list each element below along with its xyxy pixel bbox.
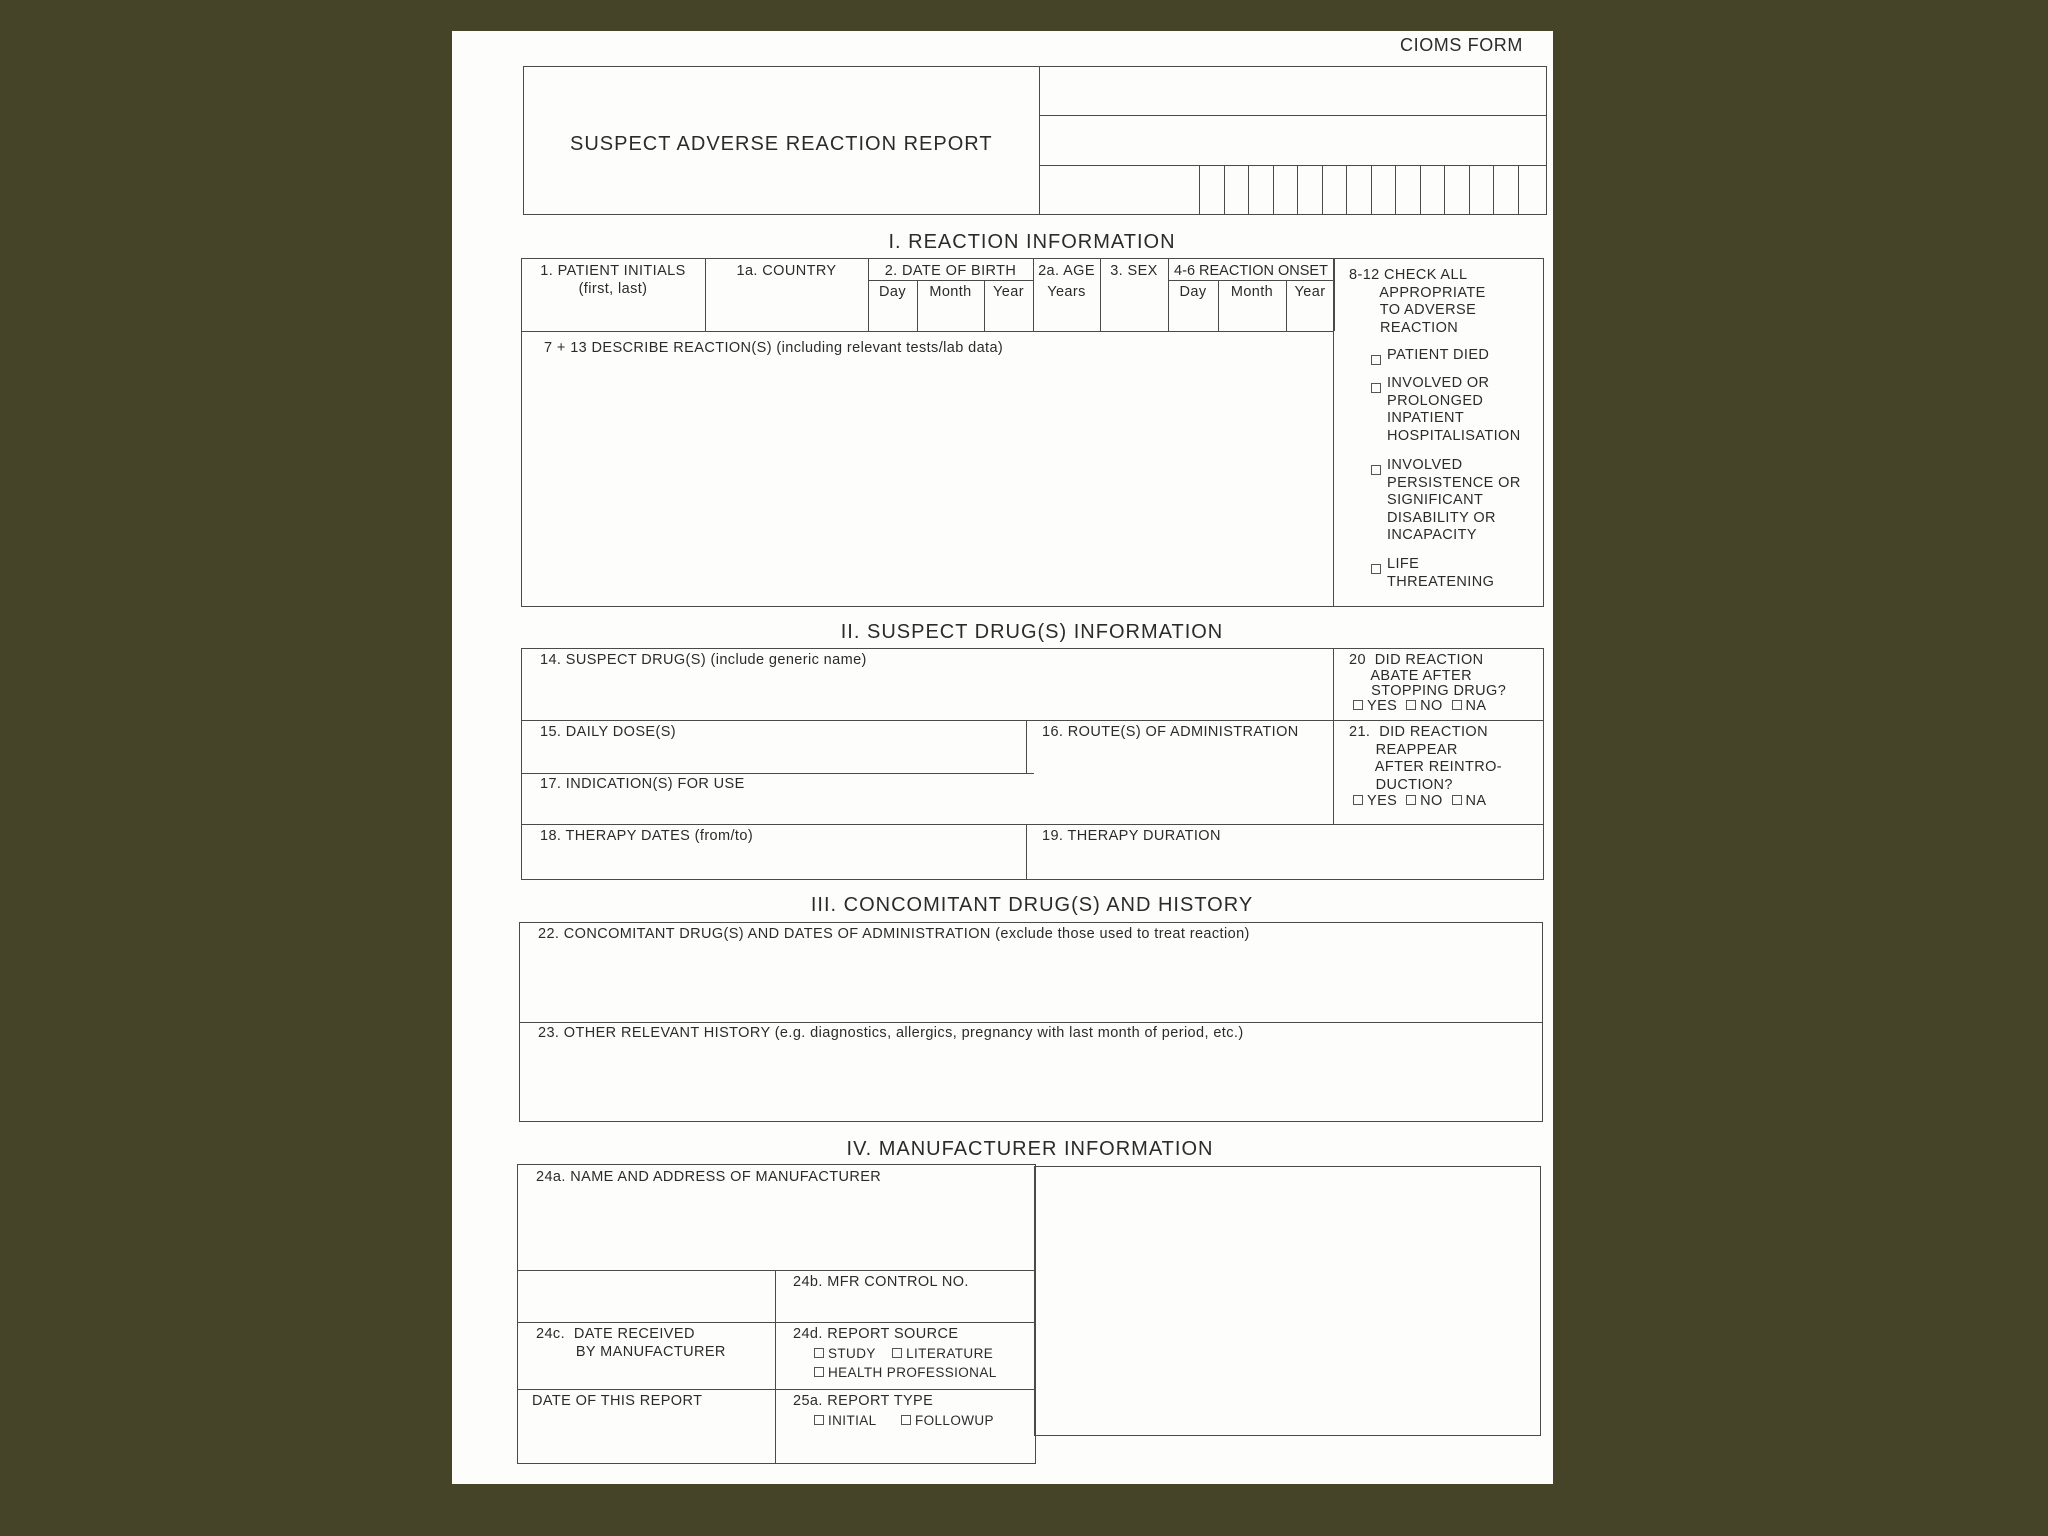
- report-source-label: 24d. REPORT SOURCE: [793, 1326, 959, 1342]
- describe-reaction-label: 7 + 13 DESCRIBE REACTION(S) (including relevant tests/lab data): [544, 340, 1004, 356]
- hospitalisation-checkbox[interactable]: [1371, 383, 1381, 393]
- abate-no-label: NO: [1420, 698, 1443, 714]
- disability-label: INVOLVED PERSISTENCE OR SIGNIFICANT DISABILITY OR INCAPACITY: [1387, 457, 1521, 543]
- onset-day-label: Day: [1179, 284, 1207, 300]
- reappear-no-label: NO: [1420, 793, 1443, 809]
- reappear-na-label: NA: [1465, 793, 1487, 809]
- age-label: 2a. AGE: [1038, 263, 1095, 279]
- report-type-label: 25a. REPORT TYPE: [793, 1393, 934, 1409]
- reappear-yes-label: YES: [1367, 793, 1398, 809]
- form-label: CIOMS FORM: [1400, 35, 1523, 55]
- health-professional-checkbox[interactable]: [814, 1367, 824, 1377]
- date-of-report-label: DATE OF THIS REPORT: [532, 1393, 703, 1409]
- health-professional-label: HEALTH PROFESSIONAL: [828, 1365, 997, 1380]
- patient-died-label: PATIENT DIED: [1387, 347, 1490, 363]
- concomitant-drugs-label: 22. CONCOMITANT DRUG(S) AND DATES OF ADMINISTRATION (exclude those used to treat reaction): [538, 926, 1250, 942]
- grid-cell-divider: [1297, 165, 1298, 215]
- abate-na-checkbox[interactable]: [1452, 700, 1462, 710]
- report-type-options: [814, 1412, 994, 1430]
- grid-cell-divider: [1248, 165, 1249, 215]
- therapy-dates-label: 18. THERAPY DATES (from/to): [540, 828, 754, 844]
- reappear-no-checkbox[interactable]: [1406, 795, 1416, 805]
- grid-cell-divider: [1199, 165, 1200, 215]
- life-threatening-checkbox[interactable]: [1371, 564, 1381, 574]
- initial-checkbox[interactable]: [814, 1415, 824, 1425]
- section-reaction-heading: I. REACTION INFORMATION: [888, 231, 1176, 253]
- onset-month-label: Month: [1230, 284, 1274, 300]
- sex-label: 3. SEX: [1110, 263, 1158, 279]
- study-label: STUDY: [828, 1346, 876, 1361]
- form-page: [452, 31, 1553, 1484]
- abate-yes-label: YES: [1367, 698, 1398, 714]
- literature-label: LITERATURE: [906, 1346, 994, 1361]
- grid-cell-divider: [1420, 165, 1421, 215]
- date-of-birth-label: 2. DATE OF BIRTH: [884, 263, 1017, 279]
- hospitalisation-label: INVOLVED OR PROLONGED INPATIENT HOSPITALISATION: [1387, 375, 1521, 444]
- patient-initials-label: 1. PATIENT INITIALS (first, last): [540, 263, 686, 297]
- onset-year-label: Year: [1294, 284, 1326, 300]
- daily-dose-label: 15. DAILY DOSE(S): [540, 724, 677, 740]
- section-suspect-drug-heading: II. SUSPECT DRUG(S) INFORMATION: [840, 621, 1224, 643]
- therapy-duration-label: 19. THERAPY DURATION: [1042, 828, 1221, 844]
- initial-label: INITIAL: [828, 1413, 877, 1428]
- grid-cell-divider: [1273, 165, 1274, 215]
- manufacturer-right-box: [1034, 1166, 1541, 1436]
- abate-yes-checkbox[interactable]: [1353, 700, 1363, 710]
- grid-cell-divider: [1493, 165, 1494, 215]
- reaction-onset-label: 4-6 REACTION ONSET: [1174, 263, 1328, 279]
- study-checkbox[interactable]: [814, 1348, 824, 1358]
- abate-label: 20 DID REACTION ABATE AFTER STOPPING DRUG?: [1349, 652, 1507, 699]
- route-label: 16. ROUTE(S) OF ADMINISTRATION: [1042, 724, 1299, 740]
- abate-no-checkbox[interactable]: [1406, 700, 1416, 710]
- dob-month-label: Month: [929, 284, 972, 300]
- control-no-label: 24b. MFR CONTROL NO.: [793, 1274, 969, 1290]
- grid-cell-divider: [1395, 165, 1396, 215]
- disability-checkbox[interactable]: [1371, 465, 1381, 475]
- date-received-label: 24c. DATE RECEIVED BY MANUFACTURER: [536, 1326, 726, 1360]
- report-title: SUSPECT ADVERSE REACTION REPORT: [570, 133, 993, 155]
- indication-label: 17. INDICATION(S) FOR USE: [540, 776, 745, 792]
- country-label: 1a. COUNTRY: [736, 263, 837, 279]
- reappear-na-checkbox[interactable]: [1452, 795, 1462, 805]
- dob-year-label: Year: [993, 284, 1024, 300]
- abate-na-label: NA: [1465, 698, 1487, 714]
- grid-cell-divider: [1224, 165, 1225, 215]
- grid-cell-divider: [1346, 165, 1347, 215]
- section-manufacturer-heading: IV. MANUFACTURER INFORMATION: [846, 1138, 1214, 1160]
- reappear-label: 21. DID REACTION REAPPEAR AFTER REINTRO- DUCTION?: [1349, 724, 1503, 793]
- grid-cell-divider: [1322, 165, 1323, 215]
- grid-cell-divider: [1444, 165, 1445, 215]
- grid-cell-divider: [1518, 165, 1519, 215]
- suspect-drug-label: 14. SUSPECT DRUG(S) (include generic name): [540, 652, 867, 668]
- abate-options: [1353, 698, 1486, 716]
- reappear-yes-checkbox[interactable]: [1353, 795, 1363, 805]
- literature-checkbox[interactable]: [892, 1348, 902, 1358]
- section-history-heading: III. CONCOMITANT DRUG(S) AND HISTORY: [810, 894, 1254, 916]
- followup-checkbox[interactable]: [901, 1415, 911, 1425]
- report-source-options-row1: [814, 1345, 993, 1363]
- report-source-options-row2: [814, 1364, 997, 1382]
- patient-died-checkbox[interactable]: [1371, 355, 1381, 365]
- reappear-options: [1353, 793, 1486, 811]
- dob-day-label: Day: [879, 284, 906, 300]
- life-threatening-label: LIFE THREATENING: [1387, 556, 1495, 590]
- age-years-label: Years: [1047, 284, 1086, 300]
- name-address-label: 24a. NAME AND ADDRESS OF MANUFACTURER: [536, 1169, 882, 1185]
- grid-cell-divider: [1469, 165, 1470, 215]
- grid-cell-divider: [1371, 165, 1372, 215]
- followup-label: FOLLOWUP: [914, 1413, 994, 1428]
- check-all-label: 8-12 CHECK ALL APPROPRIATE TO ADVERSE REACTION: [1349, 267, 1486, 336]
- other-history-label: 23. OTHER RELEVANT HISTORY (e.g. diagnostics, allergics, pregnancy with last month of period, etc.): [538, 1025, 1244, 1041]
